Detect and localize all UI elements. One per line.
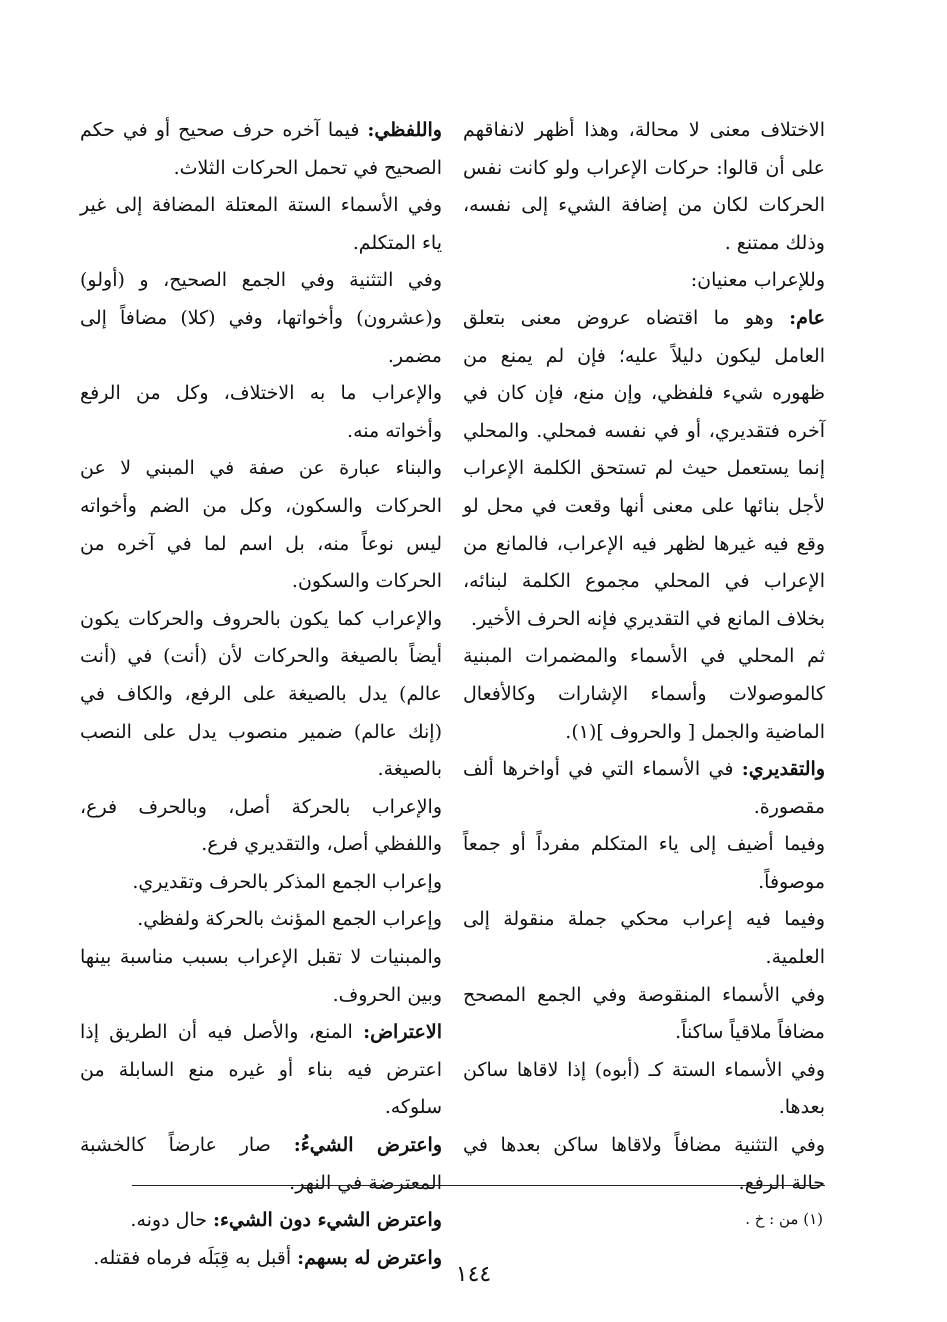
paragraph: وفي الأسماء المنقوصة وفي الجمع المصحح مضافاً ملاقياً ساكناً.: [463, 983, 825, 1044]
paragraph: والإعراب كما يكون بالحروف والحركات يكون أيضاً بالصيغة والحركات لأن (أنت) في (أنت عالم) يدل بالصيغة على الرفع، والكاف في (إنك عالم) ضمير منصوب يدل على النصب بالصيغة.: [80, 607, 442, 781]
paragraph: وفي التثنية وفي الجمع الصحيح، و (أولو) و(عشرون) وأخواتها، وفي (كلا) مضافاً إلى مضمر.: [80, 269, 442, 367]
paragraph: وفي التثنية مضافاً ولاقاها ساكن بعدها في حالة الرفع.: [463, 1134, 825, 1194]
right-text-column: [463, 112, 825, 1202]
term-heading: واللفظي:: [367, 119, 442, 141]
paragraph: الاختلاف معنى لا محالة، وهذا أظهر لانفاقهم على أن قالوا: حركات الإعراب ولو كانت نفس الحركات لكان من إضافة الشيء إلى نفسه، وذلك ممتنع .: [463, 119, 825, 254]
term-definition: في الأسماء التي في أواخرها ألف مقصورة.: [463, 758, 825, 818]
paragraph: وفي الأسماء الستة المعتلة المضافة إلى غير ياء المتكلم.: [80, 194, 442, 254]
paragraph: والمبنيات لا تقبل الإعراب بسبب مناسبة بينها وبين الحروف.: [80, 946, 442, 1006]
paragraph: [80, 1127, 442, 1202]
term-heading: واعترض له بسهم:: [297, 1246, 442, 1269]
paragraph: والبناء عبارة عن صفة في المبني لا عن الحركات والسكون، وكل من الضم وأخواته ليس نوعاً منه، بل اسم لما في آخره من الحركات والسكون.: [80, 457, 442, 593]
left-text-column: [80, 112, 442, 1277]
paragraph: وإعراب الجمع المذكر بالحرف وتقديري.: [132, 870, 442, 893]
term-definition: وهو ما اقتضاه عروض معنى بتعلق العامل ليكون دليلاً عليه؛ فإن لم يمنع من ظهوره شيء فلفظي، وإن منع، فإن كان في آخره فتقديري، أو في نفسه فمحلي. والمحلي إنما يستعمل حيث لم تستحق الكلمة الإعراب لأجل بنائها على معنى أنها وقعت في محل لو وقع فيه غيرها لظهر فيه الإعراب، فالمانع من الإعراب في المحلي مجموع الكلمة لبنائه، بخلاف المانع في التقديري فإنه الحرف الأخير.: [463, 306, 825, 630]
term-definition: حال دونه.: [130, 1209, 213, 1232]
paragraph: [80, 112, 442, 187]
paragraph: والإعراب ما به الاختلاف، وكل من الرفع وأخواته منه.: [80, 382, 442, 442]
paragraph: وفي الأسماء الستة كـ (أبوه) إذا لاقاها ساكن بعدها.: [463, 1058, 825, 1119]
term-heading: عام:: [789, 306, 825, 329]
term-heading: واعترض الشيءُ:: [293, 1134, 442, 1157]
paragraph: وفيما أضيف إلى ياء المتكلم مفرداً أو جمعاً موصوفاً.: [463, 833, 825, 893]
term-definition: المنع، والأصل فيه أن الطريق إذا اعترض فيه بناء أو غيره منع السابلة من سلوكه.: [80, 1021, 442, 1119]
paragraph: ثم المحلي في الأسماء والمضمرات المبنية كالموصولات وأسماء الإشارات وكالأفعال الماضية والجمل [ والحروف ](١).: [463, 645, 825, 743]
paragraph: وإعراب الجمع المؤنث بالحركة ولفظي.: [137, 908, 442, 931]
paragraph: والإعراب بالحركة أصل، وبالحرف فرع، واللفظي أصل، والتقديري فرع.: [80, 795, 442, 856]
paragraph: وفيما فيه إعراب محكي جملة منقولة إلى العلمية.: [463, 908, 825, 969]
footnote-divider: [132, 1185, 825, 1186]
term-definition: صار عارضاً كالخشبة المعترضة في النهر.: [80, 1134, 442, 1194]
term-heading: الاعتراض:: [363, 1021, 442, 1044]
term-definition: أقبل به قِبَلَه فرماه فقتله.: [93, 1246, 298, 1269]
paragraph: [463, 751, 825, 826]
paragraph: [463, 300, 825, 638]
term-definition: فيما آخره حرف صحيح أو في حكم الصحيح في تحمل الحركات الثلاث.: [80, 119, 442, 179]
paragraph: [80, 1202, 442, 1240]
paragraph: [80, 1014, 442, 1127]
page-number: ١٤٤: [455, 1262, 492, 1287]
paragraph: وللإعراب معنيان:: [690, 269, 825, 292]
term-heading: والتقديري:: [741, 758, 825, 781]
term-heading: واعترض الشيء دون الشيء:: [212, 1209, 442, 1232]
footnote: (١) من : خ .: [745, 1210, 823, 1228]
